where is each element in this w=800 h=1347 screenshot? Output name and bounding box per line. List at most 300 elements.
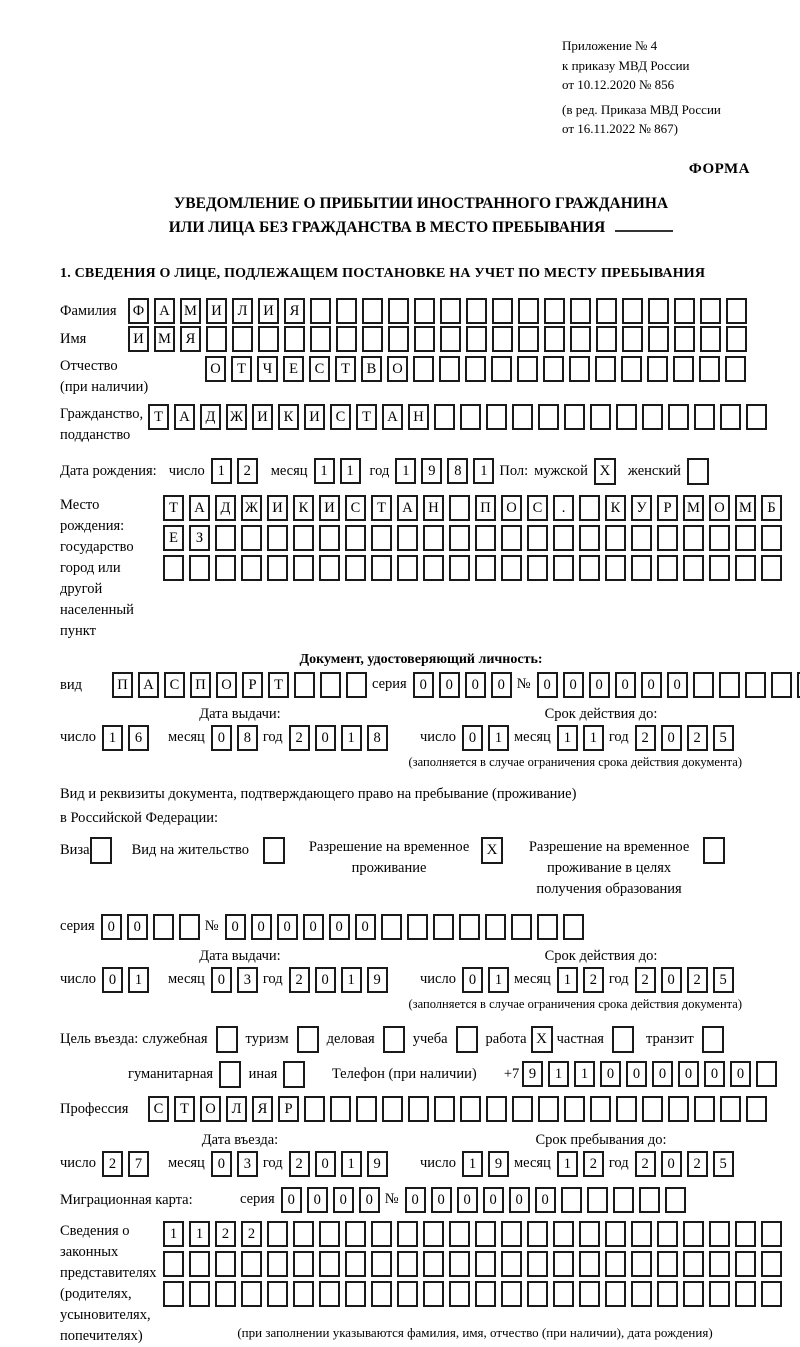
form-cell[interactable] (439, 356, 460, 382)
form-cell[interactable]: Я (252, 1096, 273, 1122)
form-cell[interactable]: 1 (128, 967, 149, 993)
form-cell[interactable]: Ч (257, 356, 278, 382)
form-cell[interactable]: 2 (289, 1151, 310, 1177)
form-cell[interactable]: И (252, 404, 273, 430)
form-cell[interactable] (319, 525, 340, 551)
form-cell[interactable] (475, 1281, 496, 1307)
form-cell[interactable] (267, 1251, 288, 1277)
form-cell[interactable] (709, 555, 730, 581)
form-cell[interactable] (735, 1221, 756, 1247)
form-cell[interactable] (423, 1251, 444, 1277)
form-cell[interactable]: 2 (583, 967, 604, 993)
purpose-work-checkbox[interactable]: X (531, 1026, 553, 1053)
form-cell[interactable] (336, 326, 357, 352)
form-cell[interactable] (564, 1096, 585, 1122)
form-cell[interactable]: П (112, 672, 133, 698)
form-cell[interactable] (153, 914, 174, 940)
form-cell[interactable]: 2 (687, 725, 708, 751)
form-cell[interactable] (719, 672, 740, 698)
form-cell[interactable]: 0 (307, 1187, 328, 1213)
doc-issue-year-cells[interactable] (289, 725, 393, 751)
form-cell[interactable] (693, 672, 714, 698)
doc-issue-day-cells[interactable] (102, 725, 154, 751)
form-cell[interactable] (163, 555, 184, 581)
representatives-cells-row1[interactable] (163, 1221, 787, 1247)
form-cell[interactable]: 1 (462, 1151, 483, 1177)
form-cell[interactable] (459, 914, 480, 940)
form-cell[interactable] (694, 404, 715, 430)
form-cell[interactable]: 0 (652, 1061, 673, 1087)
purpose-official-checkbox[interactable] (216, 1026, 238, 1053)
form-cell[interactable]: С (345, 495, 366, 521)
form-cell[interactable] (735, 555, 756, 581)
form-cell[interactable]: 1 (163, 1221, 184, 1247)
form-cell[interactable] (579, 555, 600, 581)
form-cell[interactable] (163, 1281, 184, 1307)
form-cell[interactable] (665, 1187, 686, 1213)
form-cell[interactable] (449, 1281, 470, 1307)
purpose-business-checkbox[interactable] (383, 1026, 405, 1053)
form-cell[interactable]: А (154, 298, 175, 324)
form-cell[interactable] (512, 404, 533, 430)
form-cell[interactable] (501, 525, 522, 551)
doc-valid-day-cells[interactable] (462, 725, 514, 751)
form-cell[interactable] (319, 555, 340, 581)
form-cell[interactable] (241, 555, 262, 581)
form-cell[interactable] (388, 298, 409, 324)
form-cell[interactable]: 0 (563, 672, 584, 698)
form-cell[interactable]: 0 (277, 914, 298, 940)
form-cell[interactable] (449, 1251, 470, 1277)
form-cell[interactable] (605, 525, 626, 551)
form-cell[interactable]: 0 (251, 914, 272, 940)
form-cell[interactable]: 0 (641, 672, 662, 698)
form-cell[interactable]: Т (335, 356, 356, 382)
form-cell[interactable]: Я (180, 326, 201, 352)
form-cell[interactable] (569, 356, 590, 382)
form-cell[interactable]: 1 (395, 458, 416, 484)
form-cell[interactable]: 0 (626, 1061, 647, 1087)
form-cell[interactable] (564, 404, 585, 430)
form-cell[interactable]: 2 (635, 967, 656, 993)
form-cell[interactable] (657, 525, 678, 551)
form-cell[interactable]: 2 (289, 967, 310, 993)
form-cell[interactable] (561, 1187, 582, 1213)
form-cell[interactable]: 0 (678, 1061, 699, 1087)
form-cell[interactable]: 1 (189, 1221, 210, 1247)
form-cell[interactable] (371, 525, 392, 551)
form-cell[interactable] (485, 914, 506, 940)
form-cell[interactable] (605, 1221, 626, 1247)
form-cell[interactable] (397, 1251, 418, 1277)
form-cell[interactable] (475, 555, 496, 581)
form-cell[interactable] (449, 1221, 470, 1247)
birth-place-cells-row2[interactable] (163, 525, 787, 551)
form-cell[interactable]: О (200, 1096, 221, 1122)
form-cell[interactable]: 0 (211, 967, 232, 993)
form-cell[interactable] (320, 672, 341, 698)
form-cell[interactable] (709, 1221, 730, 1247)
form-cell[interactable] (639, 1187, 660, 1213)
form-cell[interactable]: 1 (314, 458, 335, 484)
birth-day-cells[interactable] (211, 458, 263, 484)
form-cell[interactable]: 0 (431, 1187, 452, 1213)
form-cell[interactable] (537, 914, 558, 940)
form-cell[interactable] (501, 1251, 522, 1277)
form-cell[interactable]: Я (284, 298, 305, 324)
purpose-private-checkbox[interactable] (612, 1026, 634, 1053)
form-cell[interactable] (518, 298, 539, 324)
form-cell[interactable] (683, 1281, 704, 1307)
form-cell[interactable] (345, 1281, 366, 1307)
form-cell[interactable]: 6 (128, 725, 149, 751)
form-cell[interactable] (694, 1096, 715, 1122)
form-cell[interactable] (397, 525, 418, 551)
form-cell[interactable] (613, 1187, 634, 1213)
form-cell[interactable] (621, 356, 642, 382)
form-cell[interactable] (699, 356, 720, 382)
form-cell[interactable] (553, 525, 574, 551)
residence-valid-month-cells[interactable] (557, 967, 609, 993)
form-cell[interactable]: 2 (635, 1151, 656, 1177)
form-cell[interactable] (631, 555, 652, 581)
form-cell[interactable]: 1 (211, 458, 232, 484)
form-cell[interactable]: А (138, 672, 159, 698)
form-cell[interactable] (466, 326, 487, 352)
surname-cells[interactable] (128, 298, 752, 324)
form-cell[interactable]: 1 (583, 725, 604, 751)
form-cell[interactable] (407, 914, 428, 940)
form-cell[interactable] (543, 356, 564, 382)
form-cell[interactable] (761, 1221, 782, 1247)
form-cell[interactable] (345, 1221, 366, 1247)
form-cell[interactable]: 0 (329, 914, 350, 940)
form-cell[interactable]: 0 (281, 1187, 302, 1213)
form-cell[interactable]: 1 (574, 1061, 595, 1087)
form-cell[interactable]: 8 (237, 725, 258, 751)
doc-series-cells[interactable] (413, 672, 517, 698)
form-cell[interactable] (631, 1251, 652, 1277)
form-cell[interactable]: . (553, 495, 574, 521)
residence-permit-checkbox[interactable] (263, 837, 285, 864)
form-cell[interactable] (595, 356, 616, 382)
form-cell[interactable] (631, 1281, 652, 1307)
form-cell[interactable] (668, 1096, 689, 1122)
form-cell[interactable] (293, 525, 314, 551)
form-cell[interactable]: О (709, 495, 730, 521)
form-cell[interactable] (761, 1251, 782, 1277)
form-cell[interactable]: 0 (462, 967, 483, 993)
form-cell[interactable] (433, 914, 454, 940)
form-cell[interactable] (647, 356, 668, 382)
form-cell[interactable]: 0 (465, 672, 486, 698)
form-cell[interactable]: Е (283, 356, 304, 382)
form-cell[interactable] (538, 1096, 559, 1122)
form-cell[interactable] (631, 525, 652, 551)
stay-year-cells[interactable] (635, 1151, 739, 1177)
form-cell[interactable]: 0 (102, 967, 123, 993)
purpose-tourism-checkbox[interactable] (297, 1026, 319, 1053)
form-cell[interactable]: Р (242, 672, 263, 698)
form-cell[interactable]: 9 (367, 1151, 388, 1177)
form-cell[interactable]: 0 (211, 725, 232, 751)
form-cell[interactable]: 0 (667, 672, 688, 698)
form-cell[interactable] (726, 326, 747, 352)
form-cell[interactable]: 0 (413, 672, 434, 698)
form-cell[interactable] (486, 1096, 507, 1122)
form-cell[interactable] (189, 555, 210, 581)
form-cell[interactable]: О (501, 495, 522, 521)
form-cell[interactable] (605, 555, 626, 581)
form-cell[interactable]: 2 (289, 725, 310, 751)
form-cell[interactable] (475, 1251, 496, 1277)
form-cell[interactable] (267, 1221, 288, 1247)
form-cell[interactable] (397, 555, 418, 581)
form-cell[interactable] (319, 1221, 340, 1247)
form-cell[interactable] (657, 1281, 678, 1307)
form-cell[interactable]: С (148, 1096, 169, 1122)
form-cell[interactable] (709, 1251, 730, 1277)
form-cell[interactable] (657, 1221, 678, 1247)
phone-cells[interactable] (522, 1061, 782, 1087)
form-cell[interactable] (648, 326, 669, 352)
form-cell[interactable]: 3 (237, 967, 258, 993)
form-cell[interactable]: 0 (589, 672, 610, 698)
form-cell[interactable] (434, 1096, 455, 1122)
form-cell[interactable]: 8 (447, 458, 468, 484)
form-cell[interactable] (284, 326, 305, 352)
form-cell[interactable] (527, 1251, 548, 1277)
form-cell[interactable] (293, 555, 314, 581)
form-cell[interactable] (761, 555, 782, 581)
temp-residence-education-checkbox[interactable] (703, 837, 725, 864)
form-cell[interactable] (492, 326, 513, 352)
form-cell[interactable]: К (293, 495, 314, 521)
form-cell[interactable] (345, 555, 366, 581)
form-cell[interactable] (215, 555, 236, 581)
form-cell[interactable]: М (683, 495, 704, 521)
form-cell[interactable]: 0 (661, 1151, 682, 1177)
form-cell[interactable]: И (128, 326, 149, 352)
form-cell[interactable]: И (304, 404, 325, 430)
purpose-other-checkbox[interactable] (283, 1061, 305, 1088)
form-cell[interactable]: Е (163, 525, 184, 551)
form-cell[interactable]: 0 (535, 1187, 556, 1213)
form-cell[interactable] (527, 555, 548, 581)
form-cell[interactable]: 8 (367, 725, 388, 751)
representatives-cells-row2[interactable] (163, 1251, 787, 1277)
form-cell[interactable] (371, 1221, 392, 1247)
form-cell[interactable]: 0 (333, 1187, 354, 1213)
form-cell[interactable] (570, 298, 591, 324)
form-cell[interactable] (381, 914, 402, 940)
form-cell[interactable] (683, 1221, 704, 1247)
form-cell[interactable]: 5 (713, 967, 734, 993)
form-cell[interactable] (570, 326, 591, 352)
residence-valid-year-cells[interactable] (635, 967, 739, 993)
form-cell[interactable] (388, 326, 409, 352)
entry-month-cells[interactable] (211, 1151, 263, 1177)
form-cell[interactable]: 2 (687, 1151, 708, 1177)
form-cell[interactable]: 0 (359, 1187, 380, 1213)
form-cell[interactable] (215, 1281, 236, 1307)
form-cell[interactable]: 9 (488, 1151, 509, 1177)
form-cell[interactable]: 1 (557, 725, 578, 751)
form-cell[interactable] (642, 1096, 663, 1122)
form-cell[interactable] (501, 555, 522, 581)
form-cell[interactable] (293, 1221, 314, 1247)
form-cell[interactable] (475, 525, 496, 551)
form-cell[interactable] (423, 1221, 444, 1247)
form-cell[interactable] (579, 1281, 600, 1307)
residence-valid-day-cells[interactable] (462, 967, 514, 993)
form-cell[interactable]: Т (231, 356, 252, 382)
form-cell[interactable]: 0 (462, 725, 483, 751)
form-cell[interactable]: 0 (661, 725, 682, 751)
form-cell[interactable]: Б (761, 495, 782, 521)
form-cell[interactable]: 2 (687, 967, 708, 993)
form-cell[interactable]: О (387, 356, 408, 382)
form-cell[interactable] (544, 326, 565, 352)
given-name-cells[interactable] (128, 326, 752, 352)
form-cell[interactable]: 3 (237, 1151, 258, 1177)
form-cell[interactable] (631, 1221, 652, 1247)
form-cell[interactable] (761, 1281, 782, 1307)
form-cell[interactable]: 0 (704, 1061, 725, 1087)
form-cell[interactable]: 0 (315, 1151, 336, 1177)
form-cell[interactable] (179, 914, 200, 940)
form-cell[interactable] (310, 326, 331, 352)
form-cell[interactable] (726, 298, 747, 324)
form-cell[interactable]: А (382, 404, 403, 430)
patronymic-cells[interactable] (205, 356, 751, 382)
form-cell[interactable] (622, 326, 643, 352)
form-cell[interactable]: Д (200, 404, 221, 430)
form-cell[interactable] (414, 298, 435, 324)
form-cell[interactable]: 1 (341, 1151, 362, 1177)
form-cell[interactable] (668, 404, 689, 430)
form-cell[interactable] (413, 356, 434, 382)
form-cell[interactable]: Н (423, 495, 444, 521)
form-cell[interactable] (735, 1251, 756, 1277)
form-cell[interactable] (527, 525, 548, 551)
form-cell[interactable]: И (258, 298, 279, 324)
form-cell[interactable] (434, 404, 455, 430)
form-cell[interactable] (310, 298, 331, 324)
form-cell[interactable]: 0 (101, 914, 122, 940)
form-cell[interactable] (501, 1221, 522, 1247)
doc-type-cells[interactable] (112, 672, 372, 698)
form-cell[interactable]: О (216, 672, 237, 698)
form-cell[interactable] (761, 525, 782, 551)
form-cell[interactable]: Ф (128, 298, 149, 324)
form-cell[interactable] (745, 672, 766, 698)
form-cell[interactable]: 1 (340, 458, 361, 484)
form-cell[interactable] (232, 326, 253, 352)
form-cell[interactable] (267, 1281, 288, 1307)
form-cell[interactable] (501, 1281, 522, 1307)
form-cell[interactable] (590, 1096, 611, 1122)
form-cell[interactable]: 2 (237, 458, 258, 484)
form-cell[interactable]: 0 (211, 1151, 232, 1177)
form-cell[interactable] (720, 1096, 741, 1122)
form-cell[interactable] (579, 525, 600, 551)
form-cell[interactable] (642, 404, 663, 430)
form-cell[interactable] (241, 525, 262, 551)
form-cell[interactable] (356, 1096, 377, 1122)
residence-series-cells[interactable] (101, 914, 205, 940)
form-cell[interactable] (371, 1251, 392, 1277)
form-cell[interactable]: П (475, 495, 496, 521)
form-cell[interactable] (605, 1281, 626, 1307)
form-cell[interactable]: М (154, 326, 175, 352)
form-cell[interactable] (414, 326, 435, 352)
form-cell[interactable] (345, 525, 366, 551)
form-cell[interactable]: С (330, 404, 351, 430)
form-cell[interactable]: 0 (439, 672, 460, 698)
form-cell[interactable]: 0 (225, 914, 246, 940)
form-cell[interactable] (293, 1281, 314, 1307)
form-cell[interactable]: 1 (341, 967, 362, 993)
profession-cells[interactable] (148, 1096, 772, 1122)
form-cell[interactable] (362, 326, 383, 352)
form-cell[interactable] (683, 1251, 704, 1277)
form-cell[interactable]: Т (268, 672, 289, 698)
form-cell[interactable] (673, 356, 694, 382)
form-cell[interactable]: 0 (661, 967, 682, 993)
form-cell[interactable]: 9 (421, 458, 442, 484)
purpose-transit-checkbox[interactable] (702, 1026, 724, 1053)
form-cell[interactable] (423, 525, 444, 551)
form-cell[interactable] (553, 555, 574, 581)
form-cell[interactable] (336, 298, 357, 324)
form-cell[interactable] (440, 326, 461, 352)
form-cell[interactable] (460, 404, 481, 430)
form-cell[interactable]: 7 (128, 1151, 149, 1177)
form-cell[interactable]: 1 (548, 1061, 569, 1087)
form-cell[interactable]: И (267, 495, 288, 521)
form-cell[interactable] (397, 1221, 418, 1247)
form-cell[interactable] (491, 356, 512, 382)
form-cell[interactable] (267, 525, 288, 551)
form-cell[interactable]: Н (408, 404, 429, 430)
doc-issue-month-cells[interactable] (211, 725, 263, 751)
form-cell[interactable] (512, 1096, 533, 1122)
form-cell[interactable]: У (631, 495, 652, 521)
form-cell[interactable] (563, 914, 584, 940)
form-cell[interactable] (206, 326, 227, 352)
form-cell[interactable] (258, 326, 279, 352)
form-cell[interactable] (735, 1281, 756, 1307)
form-cell[interactable] (590, 404, 611, 430)
form-cell[interactable] (709, 525, 730, 551)
form-cell[interactable] (735, 525, 756, 551)
form-cell[interactable] (538, 404, 559, 430)
form-cell[interactable]: А (397, 495, 418, 521)
form-cell[interactable] (460, 1096, 481, 1122)
form-cell[interactable] (657, 1251, 678, 1277)
form-cell[interactable] (771, 672, 792, 698)
entry-year-cells[interactable] (289, 1151, 393, 1177)
form-cell[interactable]: 0 (730, 1061, 751, 1087)
form-cell[interactable] (465, 356, 486, 382)
form-cell[interactable] (371, 555, 392, 581)
form-cell[interactable] (319, 1281, 340, 1307)
form-cell[interactable]: 5 (713, 725, 734, 751)
form-cell[interactable] (674, 326, 695, 352)
stay-day-cells[interactable] (462, 1151, 514, 1177)
form-cell[interactable]: Ж (241, 495, 262, 521)
